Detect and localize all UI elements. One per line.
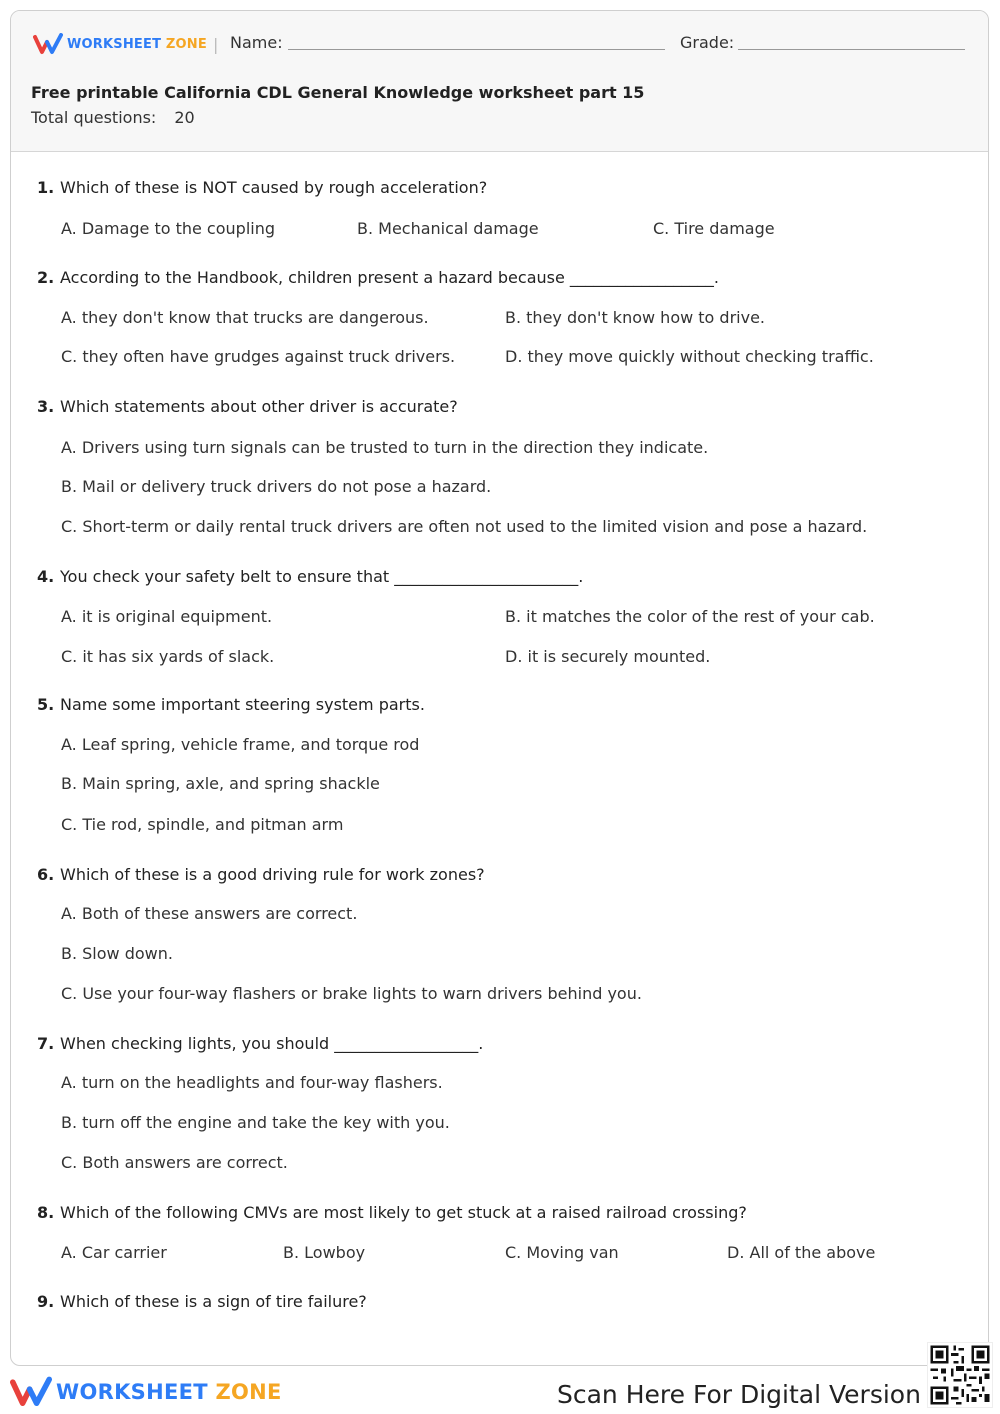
- answer-option[interactable]: C. Short-term or daily rental truck drivers are often not used to the limited vision and pose a hazard.: [61, 517, 868, 536]
- question-number: 6.: [37, 865, 55, 884]
- footer-brand-name: [56, 1380, 282, 1404]
- brand-word-zone: ZONE: [165, 36, 207, 52]
- qr-code-icon[interactable]: [927, 1342, 993, 1408]
- total-questions-value: 20: [174, 108, 195, 127]
- footer-brand: [10, 1376, 282, 1408]
- answer-option[interactable]: B. Mail or delivery truck drivers do not pose a hazard.: [61, 477, 492, 496]
- answer-option[interactable]: B. Mechanical damage: [357, 219, 539, 238]
- question-text: Name some important steering system parts.: [60, 695, 425, 714]
- answer-option[interactable]: B. Main spring, axle, and spring shackle: [61, 774, 380, 793]
- answer-option[interactable]: C. Tie rod, spindle, and pitman arm: [61, 815, 344, 834]
- question-text: According to the Handbook, children present a hazard because __________________.: [60, 268, 719, 287]
- name-label: Name:: [230, 33, 283, 52]
- worksheet-zone-logo-icon: [10, 1376, 52, 1408]
- question-text: When checking lights, you should __________________.: [60, 1034, 484, 1053]
- answer-option[interactable]: A. turn on the headlights and four-way flashers.: [61, 1073, 443, 1092]
- question-text: Which of the following CMVs are most likely to get stuck at a raised railroad crossing?: [60, 1203, 747, 1222]
- question-text: You check your safety belt to ensure that _______________________.: [60, 567, 584, 586]
- answer-option[interactable]: C. they often have grudges against truck drivers.: [61, 347, 456, 366]
- question-text: Which statements about other driver is accurate?: [60, 397, 458, 416]
- question: [37, 1034, 483, 1053]
- answer-option[interactable]: C. Moving van: [505, 1243, 619, 1262]
- question-text: Which of these is NOT caused by rough acceleration?: [60, 178, 488, 197]
- answer-option[interactable]: D. All of the above: [727, 1243, 876, 1262]
- question: [37, 1292, 367, 1311]
- answer-option[interactable]: C. Use your four-way flashers or brake lights to warn drivers behind you.: [61, 984, 642, 1003]
- worksheet-title: Free printable California CDL General Knowledge worksheet part 15: [31, 83, 645, 102]
- question: [37, 1203, 747, 1222]
- header-brand: [33, 33, 207, 55]
- answer-option[interactable]: C. Tire damage: [653, 219, 775, 238]
- question-number: 5.: [37, 695, 55, 714]
- question-number: 3.: [37, 397, 55, 416]
- answer-option[interactable]: B. Slow down.: [61, 944, 173, 963]
- answer-option[interactable]: D. it is securely mounted.: [505, 647, 711, 666]
- worksheet-zone-logo-icon: [33, 33, 63, 55]
- question: [37, 268, 719, 287]
- answer-option[interactable]: C. it has six yards of slack.: [61, 647, 275, 666]
- answer-option[interactable]: C. Both answers are correct.: [61, 1153, 288, 1172]
- question-number: 1.: [37, 178, 55, 197]
- brand-word-worksheet: WORKSHEET: [67, 36, 162, 52]
- question-text: Which of these is a sign of tire failure?: [60, 1292, 367, 1311]
- total-questions-label: Total questions:: [31, 108, 157, 127]
- answer-option[interactable]: A. Both of these answers are correct.: [61, 904, 358, 923]
- answer-option[interactable]: A. Leaf spring, vehicle frame, and torque rod: [61, 735, 420, 754]
- grade-field-line[interactable]: [738, 49, 965, 50]
- header-separator: |: [213, 35, 219, 54]
- question: [37, 567, 583, 586]
- worksheet-header: [11, 11, 988, 152]
- name-field-line[interactable]: [288, 49, 665, 50]
- question-number: 2.: [37, 268, 55, 287]
- grade-label: Grade:: [680, 33, 735, 52]
- answer-option[interactable]: D. they move quickly without checking traffic.: [505, 347, 874, 366]
- brand-name: [67, 37, 207, 52]
- answer-option[interactable]: A. Car carrier: [61, 1243, 167, 1262]
- question-number: 7.: [37, 1034, 55, 1053]
- question-number: 8.: [37, 1203, 55, 1222]
- question: [37, 178, 487, 197]
- answer-option[interactable]: B. turn off the engine and take the key with you.: [61, 1113, 450, 1132]
- question: [37, 397, 458, 416]
- question: [37, 865, 485, 884]
- worksheet-sheet: [10, 10, 989, 1366]
- scan-instruction: Scan Here For Digital Version: [557, 1380, 921, 1409]
- answer-option[interactable]: B. they don't know how to drive.: [505, 308, 765, 327]
- answer-option[interactable]: B. Lowboy: [283, 1243, 366, 1262]
- total-questions: [31, 108, 195, 127]
- question-text: Which of these is a good driving rule for work zones?: [60, 865, 485, 884]
- answer-option[interactable]: A. they don't know that trucks are dangerous.: [61, 308, 429, 327]
- answer-option[interactable]: A. Drivers using turn signals can be trusted to turn in the direction they indicate.: [61, 438, 709, 457]
- question: [37, 695, 425, 714]
- footer-brand-word-zone: ZONE: [215, 1380, 282, 1404]
- footer-brand-word-worksheet: WORKSHEET: [56, 1380, 208, 1404]
- question-number: 4.: [37, 567, 55, 586]
- answer-option[interactable]: A. it is original equipment.: [61, 607, 273, 626]
- question-number: 9.: [37, 1292, 55, 1311]
- answer-option[interactable]: B. it matches the color of the rest of your cab.: [505, 607, 875, 626]
- answer-option[interactable]: A. Damage to the coupling: [61, 219, 275, 238]
